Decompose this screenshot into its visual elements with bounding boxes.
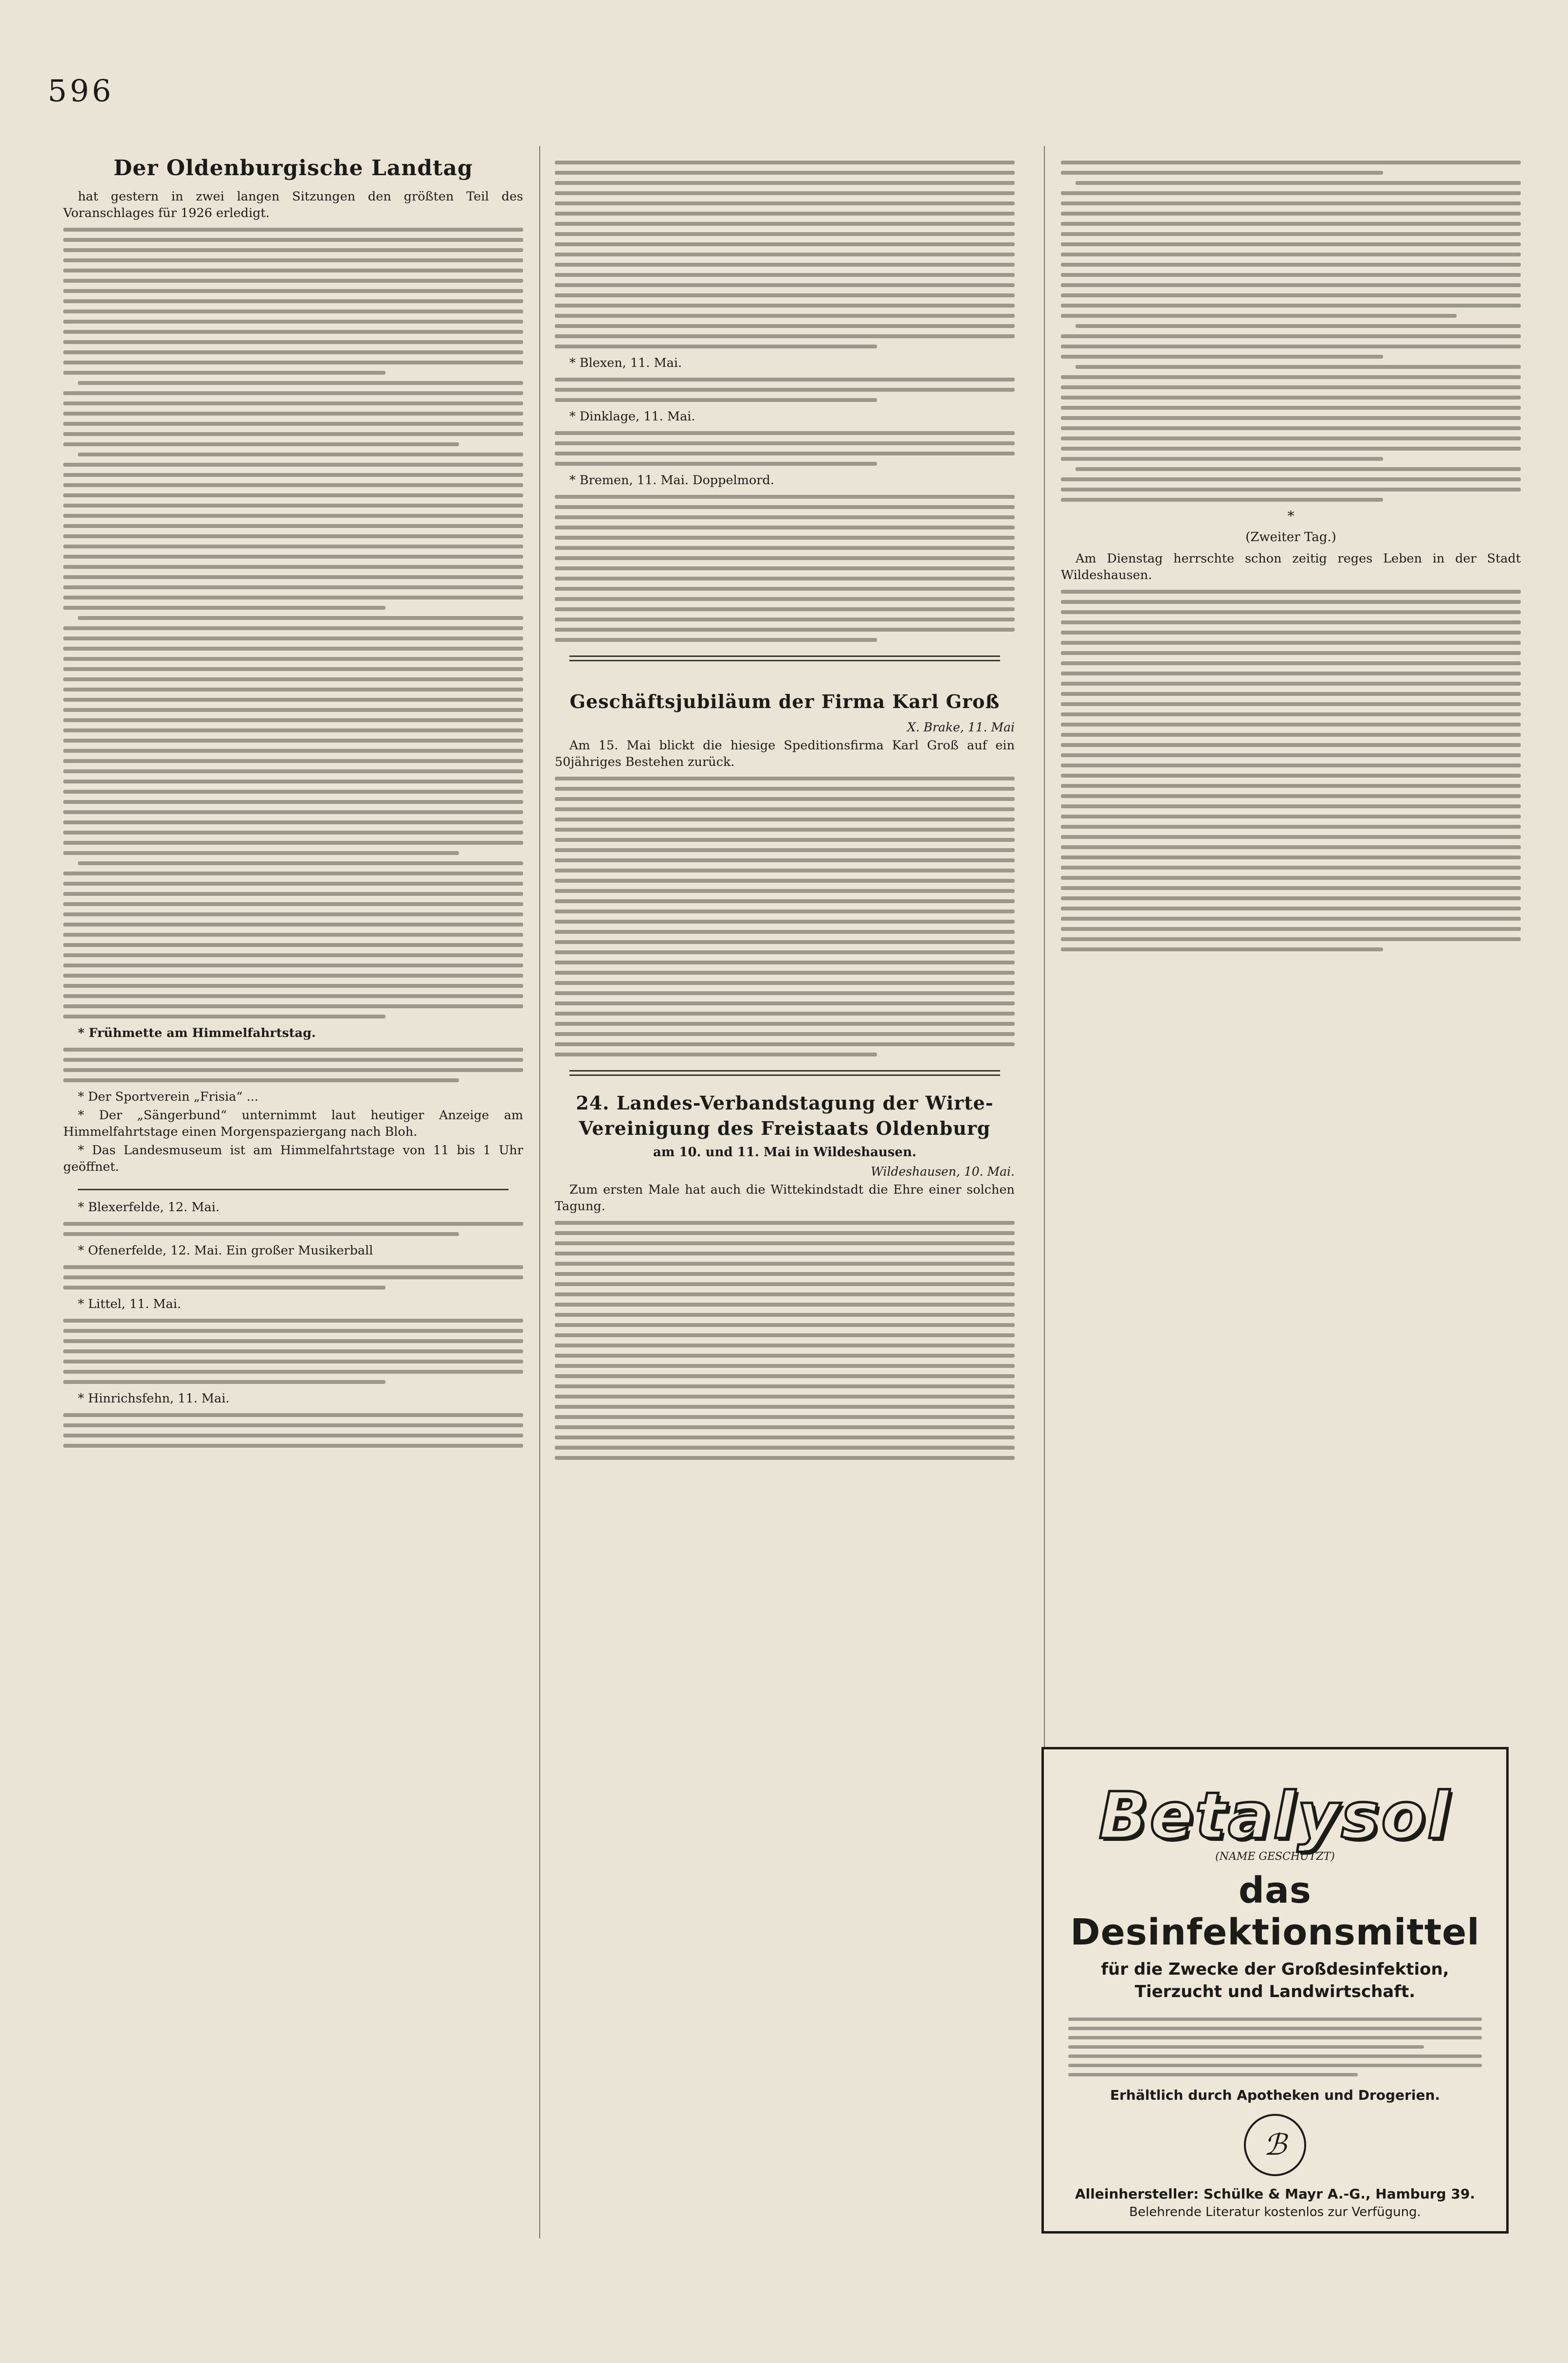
paragraph-hinrichsfehn: * Hinrichsfehn, 11. Mai.	[78, 1391, 230, 1406]
column-divider	[1044, 146, 1045, 1752]
dateline: Wildeshausen, 10. Mai.	[871, 1164, 1015, 1179]
headline-gross: Geschäftsjubiläum der Firma Karl Groß	[569, 691, 1000, 712]
paragraph-bremen: * Bremen, 11. Mai. Doppelmord.	[569, 473, 774, 488]
page-number: 596	[48, 73, 114, 109]
column-divider	[539, 146, 540, 2238]
ad-title: das Desinfektionsmittel	[1070, 1870, 1480, 1953]
separator	[569, 655, 1000, 661]
headline-landtag: Der Oldenburgische Landtag	[113, 156, 473, 181]
ad-manufacturer: Alleinhersteller: Schülke & Mayr A.-G., Hamburg 39.	[1075, 2186, 1475, 2202]
ad-seal-icon: ℬ	[1244, 2114, 1306, 2176]
paragraph-fruehmette: * Frühmette am Himmelfahrtstag.	[78, 1026, 316, 1040]
article-body	[63, 228, 523, 1018]
article-lead: Am Dienstag herrschte schon zeitig reges Leben in der Stadt Wildeshausen.	[1061, 551, 1521, 582]
paragraph-littel: * Littel, 11. Mai.	[78, 1297, 182, 1311]
article-lead: Am 15. Mai blickt die hiesige Speditionsfirma Karl Groß auf ein 50jähriges Bestehen zurück.	[555, 738, 1015, 769]
paragraph-dinklage: * Dinklage, 11. Mai.	[569, 409, 695, 424]
subline: am 10. und 11. Mai in Wildeshausen.	[653, 1145, 917, 1160]
column-right	[1061, 131, 1521, 958]
ad-availability: Erhältlich durch Apotheken und Drogerien.	[1110, 2087, 1440, 2103]
section-note: (Zweiter Tag.)	[1245, 530, 1336, 545]
column-left	[63, 131, 523, 1454]
ad-literature: Belehrende Literatur kostenlos zur Verfügung.	[1129, 2205, 1421, 2219]
dateline: X. Brake, 11. Mai	[907, 720, 1015, 734]
column-middle	[555, 131, 1015, 1466]
ad-trademark: (NAME GESCHÜTZT)	[1215, 1851, 1335, 1863]
paragraph-blexen: * Blexen, 11. Mai.	[569, 356, 682, 370]
ad-body	[1068, 2018, 1482, 2076]
paragraph-ofenerfelde: * Ofenerfelde, 12. Mai. Ein großer Musikerball	[78, 1243, 373, 1258]
ad-subtitle: für die Zwecke der Großdesinfektion, Tierzucht und Landwirtschaft.	[1101, 1960, 1449, 2001]
paragraph-saengerbund: * Der „Sängerbund“ unternimmt laut heutiger Anzeige am Himmelfahrtstage einen Morgenspaziergang nach Bloh.	[63, 1108, 523, 1139]
ad-brand-logo: Betalysol	[1098, 1779, 1452, 1854]
paragraph-blexerfelde: * Blexerfelde, 12. Mai.	[78, 1200, 220, 1215]
separator	[78, 1189, 509, 1190]
article-lead: Zum ersten Male hat auch die Wittekindstadt die Ehre einer solchen Tagung.	[555, 1182, 1015, 1214]
separator	[569, 1070, 1000, 1076]
headline-wirte: 24. Landes-Verbandstagung der Wirte-Vereinigung des Freistaats Oldenburg	[576, 1092, 994, 1139]
section-ornament: *	[1287, 508, 1295, 524]
article-lead: hat gestern in zwei langen Sitzungen den größten Teil des Voranschlages für 1926 erledigt.	[63, 189, 523, 220]
paragraph-museum: * Das Landesmuseum ist am Himmelfahrtstage von 11 bis 1 Uhr geöffnet.	[63, 1143, 523, 1174]
advertisement-betalysol	[1041, 1747, 1509, 2234]
paragraph-sportverein: * Der Sportverein „Frisia“ ...	[78, 1090, 258, 1104]
